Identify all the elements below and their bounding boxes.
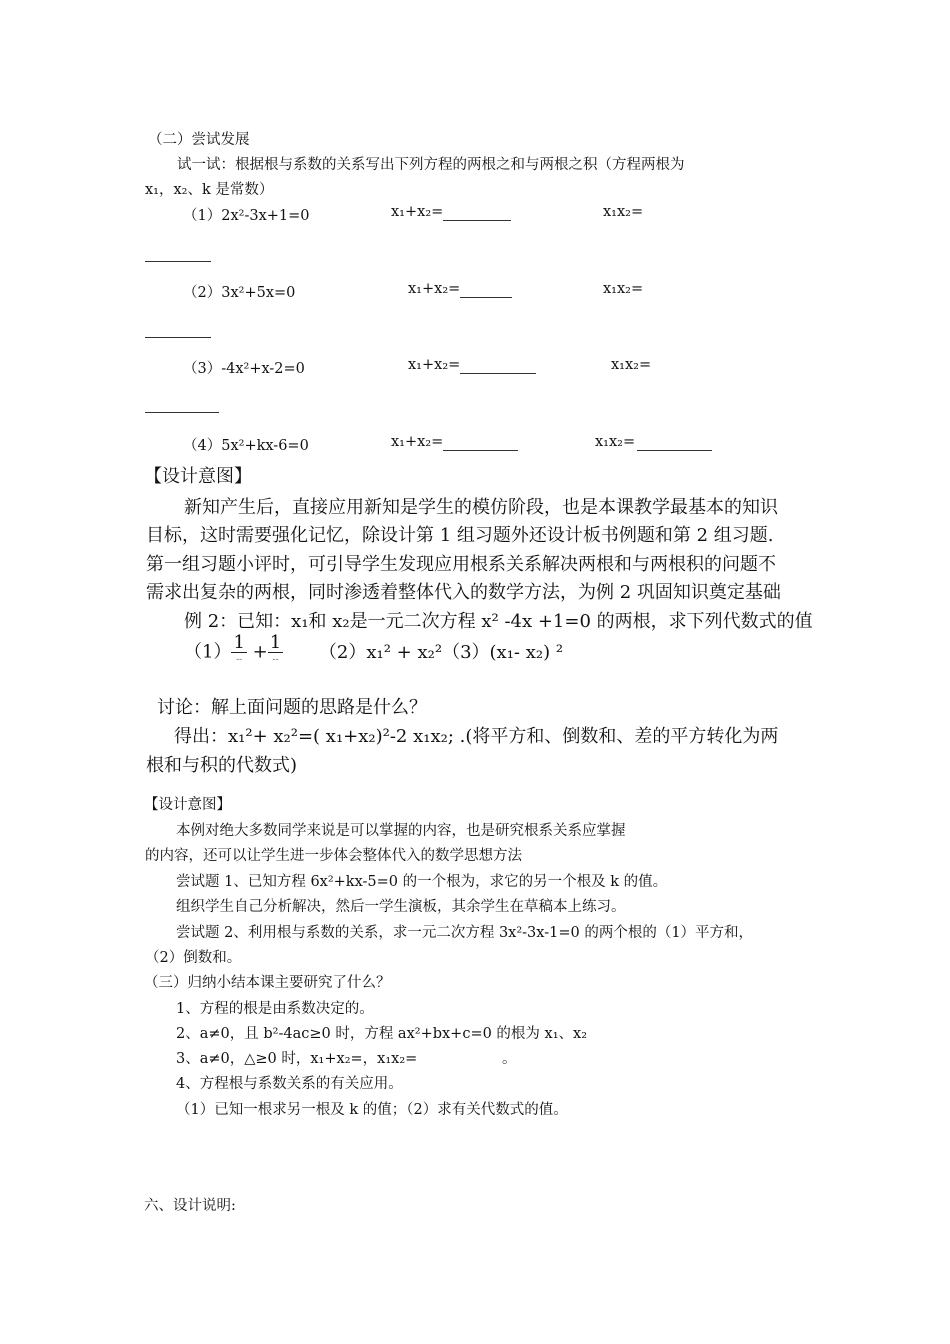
summary-item-3: 3、a≠0，△≥0 时，x₁+x₂=，x₁x₂=	[176, 1051, 418, 1067]
summary-item-5: （1）已知一根求另一根及 k 的值；（2）求有关代数式的值。	[176, 1102, 568, 1118]
summary-item-4: 4、方程根与系数关系的有关应用。	[176, 1076, 403, 1092]
exercise-4-sum: x₁+x₂=	[391, 434, 444, 450]
try-intro-line2: x₁，x₂、k 是常数）	[145, 182, 274, 198]
example-2-parts	[184, 632, 564, 669]
exercise-2-sum-blank	[460, 297, 512, 298]
exercise-1-sum-blank	[443, 220, 511, 221]
trial-question-2: 尝试题 2、利用根与系数的关系，求一元二次方程 3x²-3x-1=0 的两个根的（1）平方和，	[176, 925, 754, 941]
design-intent-1-line4: 需求出复杂的两根，同时渗透着整体代入的数学方法，为例 2 巩固知识奠定基础	[146, 582, 781, 603]
design-intent-1-line3: 第一组习题小评时，可引导学生发现应用根系关系解决两根和与两根积的问题不	[146, 554, 776, 575]
section-heading-try: （二）尝试发展	[148, 132, 250, 148]
reciprocal-fraction-2: $\frac{1}{--}$	[269, 632, 282, 665]
summary-item-2: 2、a≠0，且 b²-4ac≥0 时，方程 ax²+bx+c=0 的根为 x₁、x₂	[176, 1026, 588, 1042]
trial-question-2-cont: （2）倒数和。	[145, 950, 242, 966]
exercise-1-product-blank	[145, 261, 211, 262]
exercise-3-product: x₁x₂=	[611, 357, 652, 373]
exercise-2-equation: （2）3x²+5x=0	[183, 285, 296, 301]
discussion-question: 讨论：解上面问题的思路是什么？	[157, 697, 427, 718]
design-intent-2-line1: 本例对绝大多数同学来说是可以掌握的内容，也是研究根系关系应掌握	[176, 823, 626, 839]
example-2-statement: 例 2：已知：x₁和 x₂是一元二次方程 x² -4x +1=0 的两根，求下列代数式的值	[184, 611, 813, 632]
exercise-3-equation: （3）-4x²+x-2=0	[183, 361, 305, 377]
summary-item-3-end: 。	[502, 1051, 517, 1067]
summary-item-1: 1、方程的根是由系数决定的。	[176, 1001, 374, 1017]
exercise-1-sum: x₁+x₂=	[391, 204, 444, 220]
trial-question-1-organize: 组织学生自己分析解决，然后一学生演板，其余学生在草稿本上练习。	[176, 899, 626, 915]
exercise-4-product-blank	[637, 450, 712, 451]
design-intent-title-1: 【设计意图】	[144, 466, 252, 487]
exercise-3-product-blank	[145, 412, 219, 413]
design-intent-1-line2: 目标，这时需要强化记忆，除设计第 1 组习题外还设计板书例题和第 2 组习题.	[146, 525, 774, 546]
exercise-2-product: x₁x₂=	[603, 281, 644, 297]
example-2-parts-2-3: （2）x₁² + x₂²（3）(x₁- x₂) ²	[318, 641, 564, 663]
reciprocal-fraction-1: $\frac{1}{--}$	[233, 632, 245, 665]
discussion-answer-line1: 得出：x₁²+ x₂²=( x₁+x₂)²-2 x₁x₂; .(将平方和、倒数和、差的平方转化为两	[174, 726, 779, 747]
try-intro-line1: 试一试：根据根与系数的关系写出下列方程的两根之和与两根之积（方程两根为	[177, 157, 685, 173]
exercise-1-equation: （1）2x²-3x+1=0	[183, 208, 310, 224]
example-2-part1-label: （1）	[184, 641, 232, 663]
design-intent-1-line1: 新知产生后，直接应用新知是学生的模仿阶段，也是本课教学最基本的知识	[184, 497, 778, 518]
exercise-2-sum: x₁+x₂=	[408, 281, 461, 297]
exercise-4-product: x₁x₂=	[595, 434, 636, 450]
plus-sign: +	[252, 641, 268, 663]
exercise-1-product: x₁x₂=	[603, 204, 644, 220]
trial-question-1: 尝试题 1、已知方程 6x²+kx-5=0 的一个根为，求它的另一个根及 k 的值。	[176, 874, 668, 890]
design-intent-2-line2: 的内容，还可以让学生进一步体会整体代入的数学思想方法	[145, 848, 522, 864]
design-intent-title-2: 【设计意图】	[144, 797, 231, 813]
summary-heading: （三）归纳小结本课主要研究了什么？	[144, 975, 391, 991]
exercise-4-sum-blank	[443, 450, 518, 451]
exercise-4-equation: （4）5x²+kx-6=0	[183, 438, 309, 454]
exercise-3-sum: x₁+x₂=	[408, 357, 461, 373]
exercise-3-sum-blank	[460, 373, 536, 374]
exercise-2-product-blank	[145, 337, 211, 338]
design-notes-heading: 六、设计说明:	[144, 1198, 236, 1214]
discussion-answer-line2: 根和与积的代数式)	[146, 755, 298, 776]
